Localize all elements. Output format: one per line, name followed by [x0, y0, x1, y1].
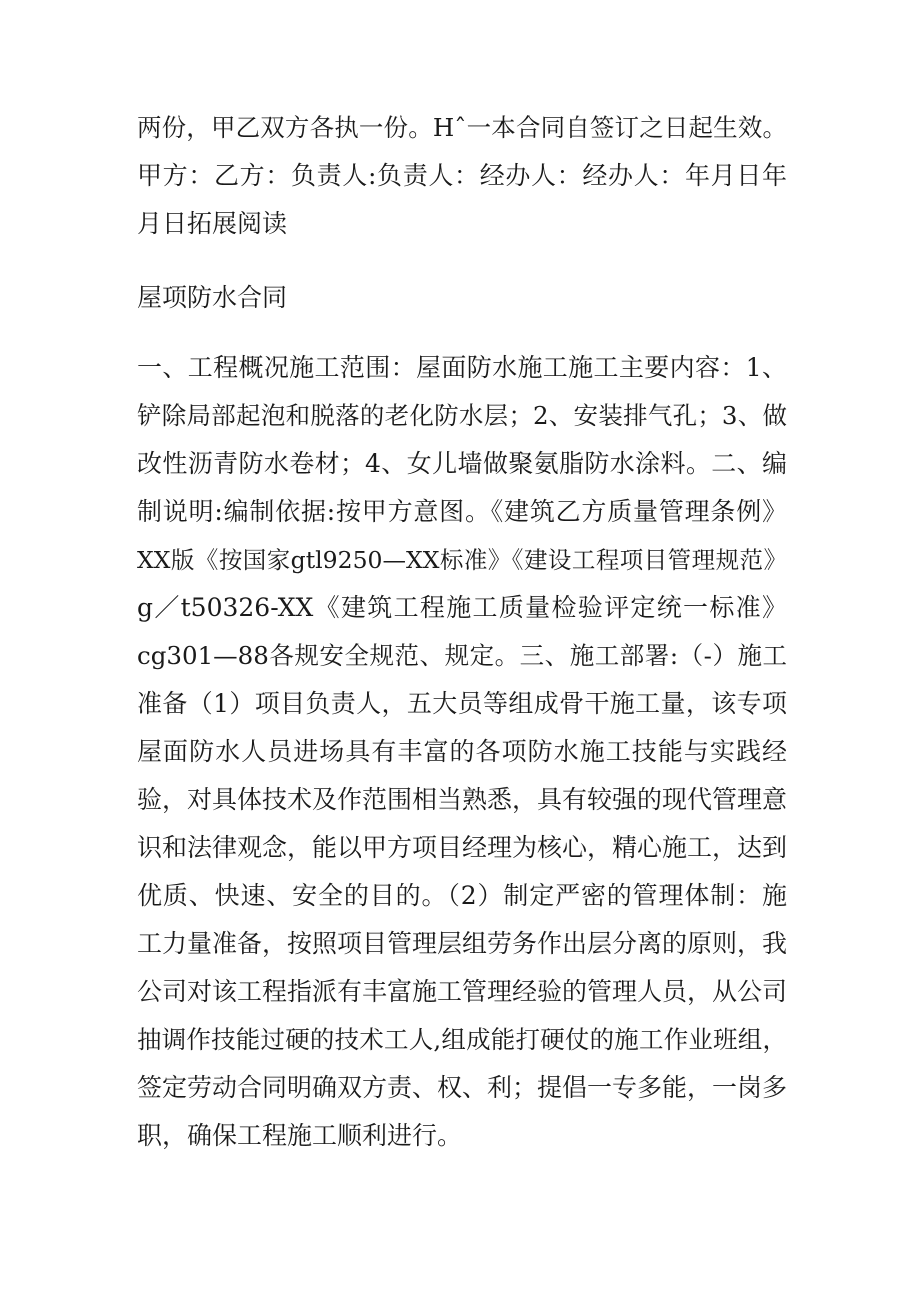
intro-line-1: 两份，甲乙双方各执一份。Hˆ一本合同自签订之日起生效。	[137, 113, 787, 142]
body-line-16: 签定劳动合同明确双方责、权、利；提倡一专多能，一岗多	[137, 1073, 788, 1102]
body-line-1: 一、工程概况施工范围：屋面防水施工施工主要内容：1、	[137, 353, 787, 382]
body-paragraph	[137, 344, 787, 1160]
body-line-9: 屋面防水人员进场具有丰富的各项防水施工技能与实践经	[137, 737, 787, 766]
body-line-15: 抽调作技能过硬的技术工人,组成能打硬仗的施工作业班组，	[137, 1025, 787, 1054]
body-line-6: g／t50326-XX《建筑工程施工质量检验评定统一标准》	[137, 593, 787, 622]
section-title-block	[137, 274, 787, 322]
intro-line-3: 月日拓展阅读	[137, 209, 288, 238]
body-line-10: 验，对具体技术及作范围相当熟悉，具有较强的现代管理意	[137, 785, 788, 814]
body-line-3: 改性沥青防水卷材；4、女儿墙做聚氨脂防水涂料。二、编	[137, 449, 787, 478]
body-line-4: 制说明:编制依据:按甲方意图。《建筑乙方质量管理条例》	[137, 497, 787, 526]
body-line-14: 公司对该工程指派有丰富施工管理经验的管理人员，从公司	[137, 977, 788, 1006]
section-title: 屋项防水合同	[137, 283, 288, 312]
body-line-12: 优质、快速、安全的目的。（2）制定严密的管理体制：施	[137, 881, 787, 910]
body-line-5: XX版《按国家gtl9250—XX标准》《建设工程项目管理规范》	[137, 546, 787, 574]
intro-paragraph	[137, 104, 787, 248]
body-line-11: 识和法律观念，能以甲方项目经理为核心，精心施工，达到	[137, 833, 788, 862]
body-line-7: cg301—88各规安全规范、规定。三、施工部署:（-）施工	[137, 641, 787, 670]
body-line-17: 职，确保工程施工顺利进行。	[137, 1121, 463, 1150]
body-line-8: 准备（1）项目负责人，五大员等组成骨干施工量，该专项	[137, 689, 787, 718]
body-line-2: 铲除局部起泡和脱落的老化防水层；2、安装排气孔；3、做	[137, 401, 787, 430]
intro-line-2: 甲方：乙方：负责人:负责人：经办人：经办人：年月日年	[137, 161, 787, 190]
body-line-13: 工力量准备，按照项目管理层组劳务作出层分离的原则，我	[137, 929, 788, 958]
